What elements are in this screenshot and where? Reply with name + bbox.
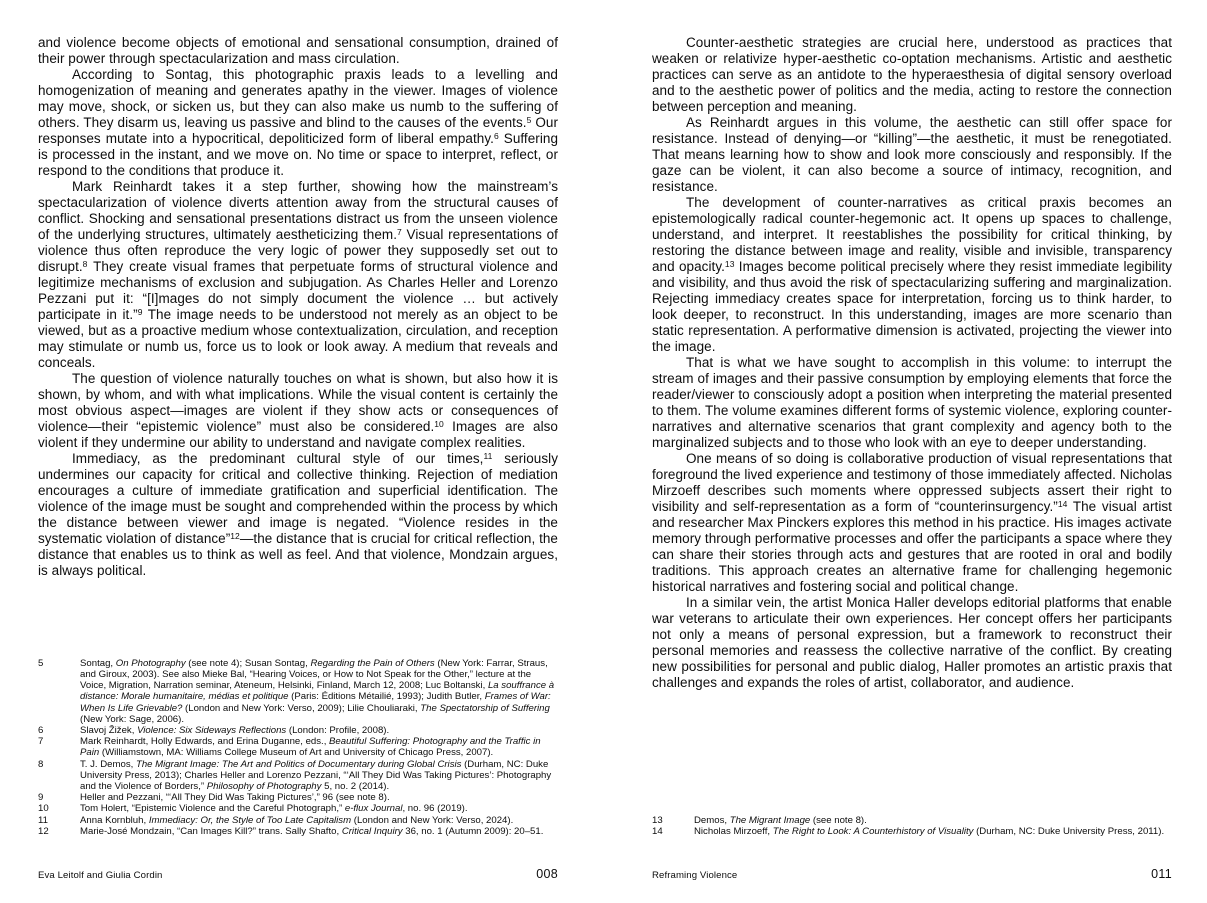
footnote <box>38 725 558 736</box>
footnote <box>652 815 1172 826</box>
paragraph: That is what we have sought to accomplish in this volume: to interrupt the stream of images and their passive consumption by employing elements that force the reader/viewer to consciously adopt a position when interpreting the material presented to them. The volume examines different forms of systemic violence, exploring counter-narratives and alternative scenarios that grant complexity and agency both to the marginalized subjects and to those who look with an eye to deeper understanding. <box>652 355 1172 450</box>
footnote-text: Sontag, On Photography (see note 4); Susan Sontag, Regarding the Pain of Others (New York: Farrar, Straus, and Giroux, 2003). See also Mieke Bal, “Hearing Voices, or How to Not Speak for the Other,” lecture at the Voice, Migration, Narration seminar, Ateneum, Helsinki, Finland, March 12, 2008; Luc Boltanski, La souffrance à distance: Morale humanitaire, médias et politique (Paris: Éditions Métailié, 1993); Judith Butler, Frames of War: When Is Life Grievable? (London and New York: Verso, 2009); Lilie Chouliaraki, The Spectatorship of Suffering (New York: Sage, 2006). <box>80 657 555 725</box>
footnote-text: Demos, The Migrant Image (see note 8). <box>694 814 867 826</box>
page-left <box>38 0 558 903</box>
footnote-number: 14 <box>652 825 663 837</box>
paragraph: The question of violence naturally touches on what is shown, but also how it is shown, by whom, and with what implications. While the visual content is certainly the most obvious aspect—images are violent if they show acts or consequences of violence—their “epistemic violence” must also be considered.$^{10}$ Images are also violent if they undermine our ability to understand and navigate complex realities. <box>38 371 558 450</box>
footnote <box>38 759 558 793</box>
footnote <box>38 803 558 814</box>
running-footer-authors: Eva Leitolf and Giulia Cordin <box>38 870 163 881</box>
footnote-number: 13 <box>652 814 663 826</box>
footnote-number: 5 <box>38 657 44 669</box>
footnote-number: 8 <box>38 758 44 770</box>
footnote-number: 9 <box>38 792 44 804</box>
footnote-number: 7 <box>38 736 44 748</box>
footnote-number: 6 <box>38 724 44 736</box>
paragraph: Immediacy, as the predominant cultural style of our times,$^{11}$ seriously undermines our capacity for critical and collective thinking. Rejection of mediation encourages a culture of immediate gratification and superficial identification. The violence of the image must be sought and comprehended within the process by which the distance between viewer and image is negated. “Violence resides in the systematic violation of distance”$^{12}$—the distance that is crucial for critical reflection, the distance that enables us to think as well as feel. And that violence, Mondzain argues, is always political. <box>38 451 558 578</box>
footnotes-left <box>38 658 558 837</box>
page-number-left: 008 <box>536 867 558 881</box>
footnote-text: Slavoj Žižek, Violence: Six Sideways Reflections (London: Profile, 2008). <box>80 724 390 736</box>
footnote-number: 10 <box>38 803 49 815</box>
footnote-text: Anna Kornbluh, Immediacy: Or, the Style of Too Late Capitalism (London and New York: Verso, 2024). <box>80 814 514 826</box>
paragraph: One means of so doing is collaborative production of visual representations that foreground the lived experience and testimony of those immediately affected. Nicholas Mirzoeff describes such moments where oppressed subjects assert their right to visibility and self-representation as a form of “counterinsurgency.”$^{14}$ The visual artist and researcher Max Pinckers explores this method in his practice. His images activate memory through performative processes and offer the participants a space where they can share their stories through acts and gestures that are rooted in oral and bodily traditions. This approach creates an alternative frame for challenging hegemonic historical narratives and fostering social and political change. <box>652 451 1172 594</box>
paragraph: and violence become objects of emotional and sensational consumption, drained of their power through spectacularization and mass circulation. <box>38 35 558 66</box>
footnote <box>38 826 558 837</box>
paragraph: Mark Reinhardt takes it a step further, showing how the mainstream’s spectacularization of violence diverts attention away from the structural causes of conflict. Shocking and sensational presentations distract us from the unseen violence of the underlying structures, ultimately aestheticizing them.$^7$ Visual representations of violence thus often reproduce the very logic of power they supposedly set out to disrupt.$^8$ They create visual frames that perpetuate forms of structural violence and legitimize mechanisms of exclusion and subjugation. As Charles Heller and Lorenzo Pezzani put it: “[I]mages do not simply document the violence … but actively participate in it.”$^9$ The image needs to be understood not merely as an object to be viewed, but as a proactive medium whose contextualization, circulation, and reception may stimulate or numb us, force us to look or look away. A medium that reveals and conceals. <box>38 179 558 370</box>
paragraph: Counter-aesthetic strategies are crucial here, understood as practices that weaken or relativize hyper-aesthetic co-optation mechanisms. Artistic and aesthetic practices can serve as an antidote to the hyperaesthesia of digital sensory overload and to the aesthetic power of politics and the media, acting to restore the connection between perception and meaning. <box>652 35 1172 114</box>
paragraph: According to Sontag, this photographic praxis leads to a levelling and homogenization of meaning and generates apathy in the viewer. Images of violence may move, shock, or sicken us, but they can also make us numb to the suffering of others. They disarm us, leaving us passive and blind to the causes of the events.$^5$ Our responses mutate into a hypocritical, depoliticized form of liberal empathy.$^6$ Suffering is processed in the instant, and we move on. No time or space to interpret, reflect, or respond to the conditions that produce it. <box>38 67 558 178</box>
footnote-number: 11 <box>38 814 48 826</box>
page-right <box>652 0 1172 903</box>
running-footer-title: Reframing Violence <box>652 870 738 881</box>
footnote-text: Nicholas Mirzoeff, The Right to Look: A Counterhistory of Visuality (Durham, NC: Duke University Press, 2011). <box>694 825 1165 837</box>
paragraph: The development of counter-narratives as critical praxis becomes an epistemologically radical counter-hegemonic act. It opens up spaces to challenge, understand, and interpret. It reestablishes the possibility for critical thinking, by restoring the distance between image and reality, visible and invisible, transparency and opacity.$^{13}$ Images become political precisely where they resist immediate legibility and visibility, and thus avoid the risk of spectacularizing suffering and marginalization. Rejecting immediacy creates space for interpretation, forcing us to think harder, to look deeper, to reconstruct. In this understanding, images are more scenario than static representation. A performative dimension is activated, projecting the viewer into the image. <box>652 195 1172 354</box>
footnote-text: Heller and Pezzani, “‘All They Did Was Taking Pictures’,” 96 (see note 8). <box>80 792 390 804</box>
footnote-number: 12 <box>38 825 49 837</box>
footnotes-right <box>652 815 1172 837</box>
footnote-text: Marie-José Mondzain, “Can Images Kill?” trans. Sally Shafto, Critical Inquiry 36, no. 1 (Autumn 2009): 20–51. <box>80 825 544 837</box>
page-number-right: 011 <box>1151 867 1172 881</box>
footnote <box>38 736 558 758</box>
footnote-text: T. J. Demos, The Migrant Image: The Art and Politics of Documentary during Global Crisis (Durham, NC: Duke University Press, 2013); Charles Heller and Lorenzo Pezzani, “‘All They Did Was Taking Pictures’: Photography and the Violence of Borders,” Philosophy of Photography 5, no. 2 (2014). <box>80 758 552 792</box>
paragraph: In a similar vein, the artist Monica Haller develops editorial platforms that enable war veterans to articulate their own experiences. Her concept offers her participants not only a means of personal expression, but a framework to reconstruct their personal memories and reassess the collective narrative of the conflict. By creating new possibilities for personal and public dialog, Haller promotes an artistic praxis that challenges and expands the roles of artist, collaborator, and audience. <box>652 595 1172 690</box>
footnote <box>38 792 558 803</box>
footnote <box>38 658 558 725</box>
page-footer-right <box>652 867 1172 881</box>
page-footer-left <box>38 867 558 881</box>
body-text-right <box>652 35 1172 691</box>
footnote <box>38 815 558 826</box>
paragraph: As Reinhardt argues in this volume, the aesthetic can still offer space for resistance. Instead of denying—or “killing”—the aesthetic, it must be renegotiated. That means learning how to show and look more consciously and responsibly. If the gaze can be violent, it can also become a source of intimacy, recognition, and resistance. <box>652 115 1172 194</box>
footnote-text: Tom Holert, “Epistemic Violence and the Careful Photograph,” e-flux Journal, no. 96 (2019). <box>80 803 468 815</box>
body-text-left <box>38 35 558 579</box>
footnote <box>652 826 1172 837</box>
footnote-text: Mark Reinhardt, Holly Edwards, and Erina Duganne, eds., Beautiful Suffering: Photography and the Traffic in Pain (Williamstown, MA: Williams College Museum of Art and University of Chicago Press, 2007). <box>80 736 541 759</box>
